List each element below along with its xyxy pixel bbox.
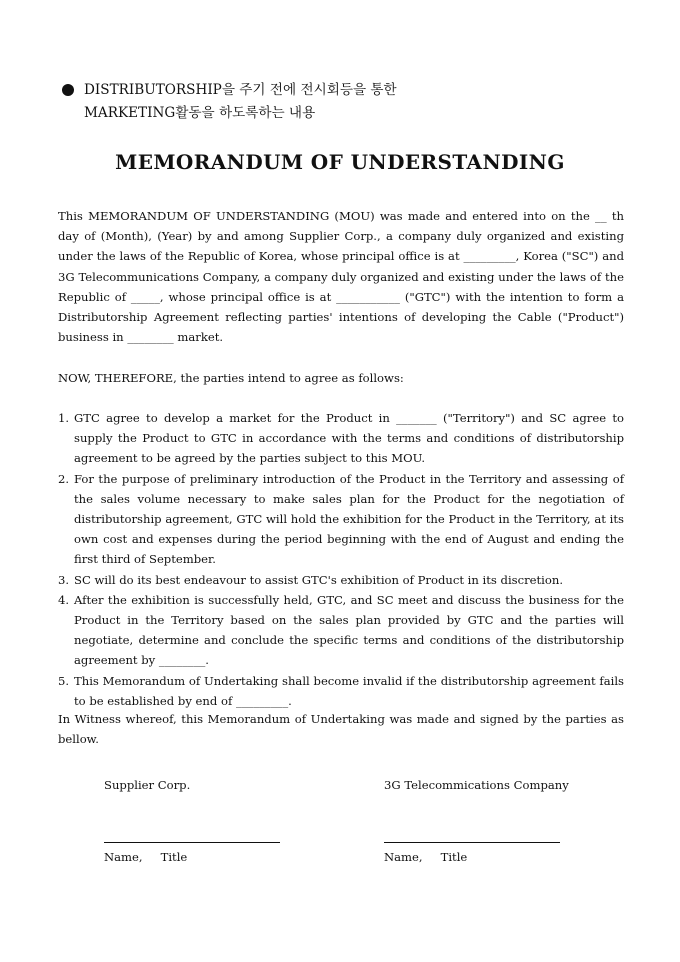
item-number: 1. [58, 411, 70, 425]
witness-paragraph: In Witness whereof, this Memorandum of Undertaking was made and signed by the parties as bellow. [58, 712, 624, 747]
bullet-icon [62, 84, 74, 96]
list-item [58, 590, 624, 671]
signature-block-supplier [104, 778, 304, 878]
item-text: After the exhibition is successfully held, GTC, and SC meet and discuss the business for the Product in the Territory based on the sales plan provided by GTC and the parties will negotiate, determine and conclude the specific terms and conditions of the distributorship agreement by ________. [74, 592, 624, 668]
item-text: This Memorandum of Undertaking shall become invalid if the distributorship agreement fails to be established by end of _________. [74, 673, 624, 708]
agreement-items [58, 408, 624, 711]
signature-line [104, 842, 280, 843]
list-item [58, 408, 624, 469]
party-name: 3G Telecommications Company [384, 778, 569, 792]
intro-paragraph: This MEMORANDUM OF UNDERSTANDING (MOU) was made and entered into on the __ th day of (Month), (Year) by and among Supplier Corp., a company duly organized and existing under the laws of the Republic of Korea, whose principal office is at _________, Korea ("SC") and 3G Telecommunications Company, a company duly organized and existing under the laws of the Republic of _____, whose principal office is at ___________ ("GTC") with the intention to form a Distributorship Agreement reflecting parties' intentions of developing the Cable ("Product") business in ________ market. [58, 209, 624, 345]
item-text: GTC agree to develop a market for the Product in _______ ("Territory") and SC agree to supply the Product to GTC in accordance with the terms and conditions of distributorship agreement to be agreed by the parties subject to this MOU. [74, 411, 624, 466]
list-item [58, 671, 624, 711]
item-number: 3. [58, 572, 70, 587]
item-text: SC will do its best endeavour to assist GTC's exhibition of Product in its discretion. [74, 572, 564, 587]
list-item [58, 570, 624, 590]
name-label: Name, [384, 850, 423, 864]
item-number: 4. [58, 592, 70, 607]
name-label: Name, [104, 850, 143, 864]
name-title-label [384, 850, 467, 864]
item-number: 2. [58, 471, 70, 486]
signature-block-gtc [384, 778, 604, 878]
signature-line [384, 842, 560, 843]
note-line-2: MARKETING활동을 하도록하는 내용 [84, 105, 316, 121]
party-name: Supplier Corp. [104, 778, 191, 792]
item-text: For the purpose of preliminary introduction of the Product in the Territory and assessing of the sales volume necessary to make sales plan for the Product for the negotiation of distributorship agreement, GTC will hold the exhibition for the Product in the Territory, at its own cost and expenses during the period beginning with the end of August and ending the first third of September. [74, 471, 624, 567]
document-title: MEMORANDUM OF UNDERSTANDING [115, 150, 565, 174]
title-label: Title [160, 850, 188, 864]
item-number: 5. [58, 673, 70, 688]
list-item [58, 469, 624, 570]
title-label: Title [440, 850, 468, 864]
note-line-1: DISTRIBUTORSHIP을 주기 전에 전시회등을 통한 [84, 82, 397, 98]
name-title-label [104, 850, 187, 864]
now-therefore-paragraph: NOW, THEREFORE, the parties intend to agree as follows: [58, 371, 404, 385]
